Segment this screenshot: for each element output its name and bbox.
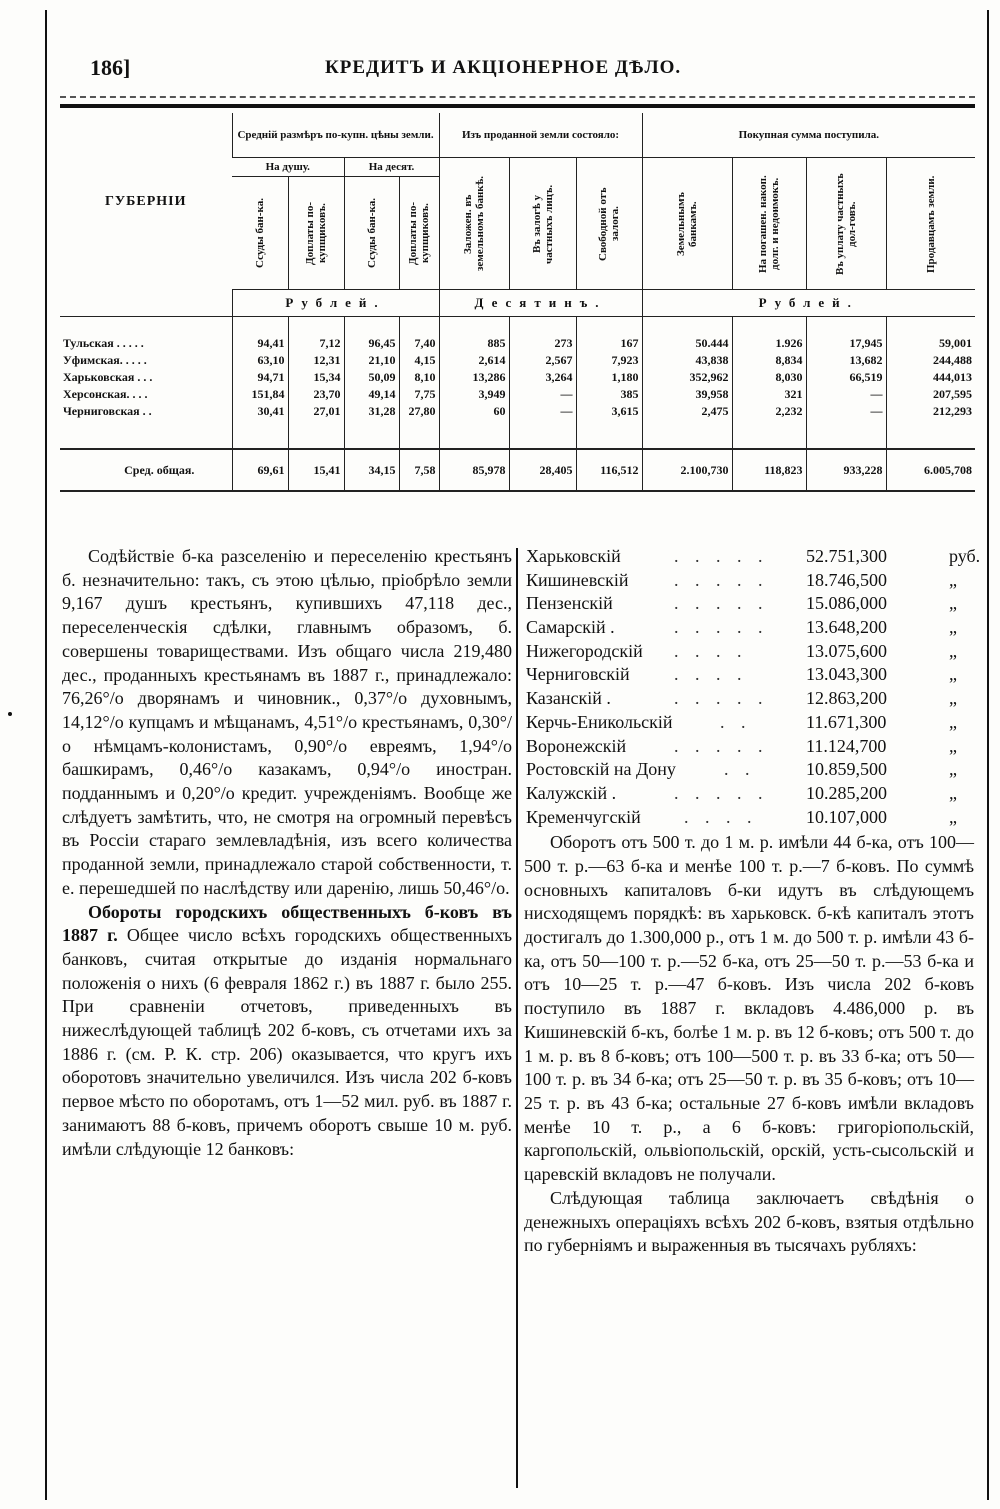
unit-mark: „ [949,782,957,803]
cell: 7,58 [399,449,439,491]
header-col-11 [886,158,975,290]
bank-name: Казанскій . [526,688,611,709]
cell: 7,923 [576,352,642,369]
cell: 2,614 [439,352,509,369]
column-divider [516,548,518,1488]
bank-name: Пензенскій [526,593,613,614]
leader-dots: . . . . . [674,688,769,709]
table-row [60,369,975,386]
header-col-4 [399,177,439,290]
bank-name: Черниговскій [526,664,630,685]
cell: 27,80 [399,403,439,420]
unit-mark: „ [949,711,957,732]
header-col-5 [439,158,509,290]
cell: 151,84 [232,386,288,403]
unit-mark: „ [949,593,957,614]
units-desyatin: Десятинъ. [439,290,642,317]
header-dashed-rule [60,96,975,98]
unit-mark: „ [949,735,957,756]
cell: 15,34 [288,369,344,386]
row-name: Уфимская. . . . . [63,353,147,367]
cell: 7,40 [399,335,439,352]
header-col-6 [509,158,576,290]
cell: 30,41 [232,403,288,420]
table-row [60,352,975,369]
cell: 34,15 [344,449,399,491]
section-heading: Обороты городскихъ общественныхъ б-ковъ въ 1887 г. [62,901,512,946]
leader-dots: . . [720,711,752,732]
cell: 885 [439,335,509,352]
bank-turnover: 11.124,700 [806,735,887,756]
paragraph-text: Общее число всѣхъ городскихъ общественныхъ банковъ, считая открытые до изданія нормальнаго положенія о нихъ (6 февраля 1862 г.) въ 1887 г. было 255. При сравненіи отчетовъ, приведенныхъ въ нижеслѣдующей таблицѣ 202 б-ковъ, съ отчетами ихъ за 1886 г. (см. Р. К. стр. 206) оказывается, что кругъ ихъ оборотовъ значительно увеличился. Изъ числа 202 б-ковъ первое мѣсто по оборотамъ, отъ 1—52 мил. руб. въ 1887 г. занимаютъ 88 б-ковъ, причемъ оборотъ свыше 10 м. руб. имѣли слѣдующіе 12 банковъ: [62,925,512,1159]
bank-name: Кишиневскій [526,569,629,590]
leader-dots: . . . . . [674,782,769,803]
cell: 118,823 [732,449,806,491]
header-col-2 [288,177,344,290]
cell: 59,001 [886,335,975,352]
cell: 13,682 [806,352,886,369]
header-col-9 [732,158,806,290]
unit-mark: „ [949,664,957,685]
average-label: Сред. общая. [60,449,232,491]
right-text-column [524,545,981,1258]
unit-mark: „ [949,759,957,780]
bank-name: Керчь-Еникольскій [526,711,673,732]
cell: 2,567 [509,352,576,369]
list-item [524,758,974,782]
leader-dots: . . . . . [674,569,769,590]
cell: 212,293 [886,403,975,420]
bank-turnover: 12.863,200 [806,688,887,709]
cell: 6.005,708 [886,449,975,491]
cell: 85,978 [439,449,509,491]
bank-turnover: 13.043,300 [806,664,887,685]
page-header [60,55,975,91]
bank-turnover: 13.075,600 [806,640,887,661]
bank-name: Нижегородскій [526,640,643,661]
header-gubernii: ГУБЕРНIИ [104,193,187,209]
list-item [524,640,974,664]
header-col-1 [232,177,288,290]
leader-dots: . . . . . [674,735,769,756]
cell: 385 [576,386,642,403]
unit-mark: „ [949,688,957,709]
leader-dots: . . . . [684,806,758,827]
paragraph: Содѣйствіе б-ка разселенію и переселенію крестьянъ б. незначительно: такъ, съ этою цѣлью, пріобрѣло земли 9,167 душъ крестьянъ, купившихъ 47,118 дес., переселенческія сдѣлки, главнымъ образомъ, б. совершены товариществами. Изъ общаго числа 219,480 дес., проданныхъ крестьянамъ въ 1887 г., принадлежало: 76,26°/о дворянамъ и чиновник., 0,37°/о духовнымъ, 14,12°/о купцамъ и мѣщанамъ, 4,51°/о крестьянамъ, 0,30°/о нѣмцамъ-колонистамъ, 0,90°/о евреямъ, 1,94°/о башкирамъ, 0,46°/о казакамъ, 0,94°/о иностран. подданнымъ и 0,20°/о кредит. учрежденіямъ. Вообще же слѣдуетъ замѣтить, что, не смотря на огромный перевѣсъ въ Россіи стараго землевладѣнія, изъ всего количества проданной земли, принадлежало старой собственности, т. е. перешедшей по наслѣдству или даренію, лишь 50,46°/о. [62,546,512,898]
header-col-7 [576,158,642,290]
cell: 933,228 [806,449,886,491]
col-label: Заложен. въ земельномъ банкѣ. [462,176,487,271]
page-number: 186] [90,55,131,80]
cell: 1,180 [576,369,642,386]
col-label: Ссуды бан-ка. [253,198,266,268]
cell: 50,09 [344,369,399,386]
leader-dots: . . . . . [674,617,769,638]
cell: 21,10 [344,352,399,369]
cell: 60 [439,403,509,420]
cell: 8,10 [399,369,439,386]
cell: 3,264 [509,369,576,386]
cell: 28,405 [509,449,576,491]
list-item [524,782,974,806]
paragraph: Слѣдующая таблица заключаетъ свѣдѣнія о денежныхъ операціяхъ всѣхъ 202 б-ковъ, взятыя отдѣльно по губерніямъ и выраженныя въ тысячахъ рубляхъ: [524,1187,974,1256]
cell: 13,286 [439,369,509,386]
cell: 96,45 [344,335,399,352]
table-row [60,403,975,420]
table-row [60,335,975,352]
leader-dots: . . . . [674,664,748,685]
cell: — [806,403,886,420]
col-label: Въ залогѣ у частныхъ лицъ. [530,183,555,264]
paragraph: Оборотъ отъ 500 т. до 1 м. р. имѣли 44 б-ка, отъ 100—500 т. р.—63 б-ка и менѣе 100 т. р.—7 б-ковъ. По суммѣ основныхъ капиталовъ б-ки идутъ въ слѣдующемъ нисходящемъ порядкѣ: въ харьковск. б-кѣ капиталъ этотъ достигалъ до 1.300,000 р., отъ 1 м. до 500 т. р. имѣли 43 б-ка, отъ 50—100 т. р.—52 б-ка, отъ 25—50 т. р.—53 б-ка и отъ 10—25 т. р.—47 б-ковъ. Изъ числа 202 б-ковъ поступило въ 1887 г. вкладовъ 4.486,000 р. въ Кишиневскій б-къ, болѣе 1 м. р. въ 12 б-ковъ; отъ 500 т. до 1 м. р. въ 8 б-ковъ; отъ 100—500 т. р. въ 33 б-ка; отъ 50—100 т. р. въ 34 б-ка; отъ 25—50 т. р. въ 35 б-ковъ; отъ 10—25 т. р. въ 43 б-ка; остальные 27 б-ковъ имѣли вкладовъ менѣе 10 т. р., а 6 б-ковъ: григоріопольскій, каргопольскій, ольвіопольскій, орскій, усть-сысольскій и царевскій вкладовъ не получали. [524,832,974,1185]
bank-turnover: 15.086,000 [806,593,887,614]
header-purchase-sum: Покупная сумма поступила. [642,113,975,158]
bank-turnover: 52.751,300 [806,546,887,566]
bank-list [524,545,981,829]
col-label: Свободной отъ залога. [597,186,622,261]
row-name: Черниговская . . [63,404,152,418]
bank-name: Воронежскій [526,735,627,756]
bank-name: Харьковскій [526,546,621,566]
header-col-8 [642,158,732,290]
table-row [60,386,975,403]
cell: 15,41 [288,449,344,491]
col-label: Ссуды бан-ка. [365,198,378,268]
header-per-soul: На душу. [232,158,344,177]
bank-turnover: 10.107,000 [806,806,887,827]
cell: 321 [732,386,806,403]
leader-dots: . . [724,759,756,780]
list-item [524,806,974,830]
cell: 17,945 [806,335,886,352]
cell: 116,512 [576,449,642,491]
cell: — [509,403,576,420]
cell: 444,013 [886,369,975,386]
cell: 27,01 [288,403,344,420]
list-item [524,569,974,593]
cell: 94,41 [232,335,288,352]
cell: 8,030 [732,369,806,386]
col-label: Продавцамъ земли. [924,174,937,273]
units-rubles-2: Рублей. [642,290,975,317]
row-name: Херсонская. . . . [63,387,148,401]
stray-mark [8,712,12,716]
list-item [524,592,974,616]
cell: 12,31 [288,352,344,369]
cell: 7,12 [288,335,344,352]
table-average-row [60,449,975,491]
list-item [524,663,974,687]
bank-name: Ростовскій на Дону [526,759,676,780]
statistics-table [60,113,975,492]
header-land-composition: Изъ проданной земли состояло: [439,113,642,158]
cell: 244,488 [886,352,975,369]
cell: 23,70 [288,386,344,403]
page-title: КРЕДИТЪ И АКЦIОНЕРНОЕ ДѢЛО. [325,57,682,78]
col-label: На погашен. накоп. долг. и недоимокъ. [757,174,782,273]
cell: 2,475 [642,403,732,420]
header-col-10 [806,158,886,290]
col-label: Доплаты по-купщиковъ. [304,201,328,265]
cell: — [806,386,886,403]
cell: 3,949 [439,386,509,403]
bank-turnover: 10.859,500 [806,759,887,780]
cell: 39,958 [642,386,732,403]
list-item [524,616,974,640]
cell: 94,71 [232,369,288,386]
row-name: Харьковская . . . [63,370,153,384]
list-item [524,711,974,735]
cell: 3,615 [576,403,642,420]
cell: 4,15 [399,352,439,369]
bank-name: Самарскій . [526,617,615,638]
col-label: Доплаты по-купщиковъ. [407,201,431,265]
cell: — [509,386,576,403]
cell: 8,834 [732,352,806,369]
bank-name: Кременчугскій [526,806,641,827]
unit-mark: „ [949,569,957,590]
units-blank [60,290,232,317]
unit-mark: руб. [949,546,981,566]
bank-name: Калужскій . [526,782,617,803]
cell: 66,519 [806,369,886,386]
leader-dots: . . . . [674,640,748,661]
header-avg-price: Средній размѣръ по-купн. цѣны земли. [232,113,439,158]
cell: 2,232 [732,403,806,420]
paragraph [62,901,512,1162]
header-per-desyatina: На десят. [344,158,439,177]
cell: 50.444 [642,335,732,352]
unit-mark: „ [949,617,957,638]
cell: 273 [509,335,576,352]
cell: 69,61 [232,449,288,491]
cell: 49,14 [344,386,399,403]
row-name: Тульская . . . . . [63,336,144,350]
col-label: Въ уплату частныхъ дол-говъ. [834,172,859,275]
cell: 63,10 [232,352,288,369]
bank-turnover: 10.285,200 [806,782,887,803]
header-col-3 [344,177,399,290]
units-rubles: Рублей. [232,290,439,317]
list-item [524,687,974,711]
leader-dots: . . . . . [674,546,769,566]
bank-turnover: 18.746,500 [806,569,887,590]
unit-mark: „ [949,806,957,827]
col-label: Земельнымъ банкамъ. [675,191,700,256]
cell: 207,595 [886,386,975,403]
cell: 1.926 [732,335,806,352]
cell: 352,962 [642,369,732,386]
cell: 2.100,730 [642,449,732,491]
cell: 43,838 [642,352,732,369]
list-item [524,735,974,759]
bank-turnover: 11.671,300 [806,711,887,732]
cell: 167 [576,335,642,352]
cell: 7,75 [399,386,439,403]
left-text-column [62,545,512,1161]
leader-dots: . . . . . [674,593,769,614]
bank-turnover: 13.648,200 [806,617,887,638]
unit-mark: „ [949,640,957,661]
header-rule [60,104,975,108]
cell: 31,28 [344,403,399,420]
list-item [524,545,981,569]
